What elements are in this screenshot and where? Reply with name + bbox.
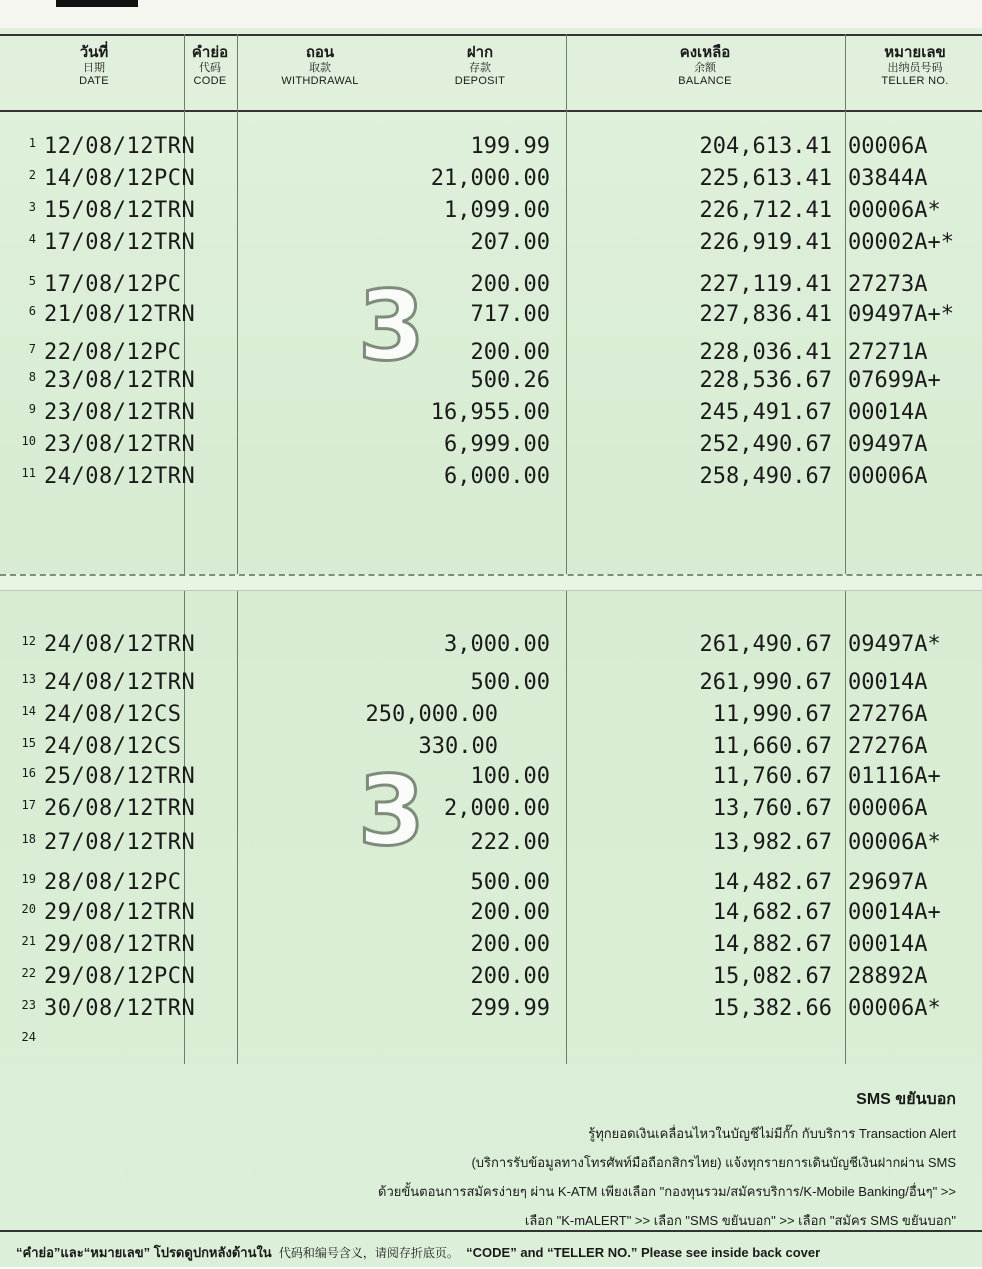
date-cell: 28/08/12 [44, 870, 154, 895]
transaction-row [0, 230, 982, 262]
code-cell: TRN [153, 796, 196, 821]
bottom-note-cn: 代码和编号含义，请阅存折底页。 [278, 1246, 459, 1260]
date-code-cell [44, 134, 195, 159]
date-code-cell [44, 702, 181, 727]
code-cell: PCN [153, 166, 196, 191]
date-cell: 29/08/12 [44, 900, 154, 925]
header-withdrawal-en: WITHDRAWAL [281, 75, 359, 88]
date-cell: 30/08/12 [44, 996, 154, 1021]
transaction-row [0, 734, 982, 766]
date-cell: 17/08/12 [44, 230, 154, 255]
date-code-cell [44, 734, 181, 759]
balance-cell: 258,490.67 [699, 464, 832, 489]
line-number: 9 [28, 402, 36, 416]
code-cell: PCN [153, 964, 196, 989]
code-cell: PC [153, 870, 182, 895]
deposit-cell: 500.00 [470, 670, 550, 695]
top-margin [0, 0, 982, 28]
sms-title: SMS ขยันบอก [856, 1091, 956, 1108]
deposit-cell: 6,999.00 [444, 432, 550, 457]
bottom-note-text [16, 1242, 820, 1263]
line-number: 10 [21, 434, 36, 448]
line-number: 6 [28, 304, 36, 318]
header-date [62, 44, 126, 88]
bottom-note-en: “CODE” and “TELLER NO.” Please see inside back cover [466, 1245, 821, 1260]
deposit-cell: 100.00 [470, 764, 550, 789]
bottom-note [0, 1230, 982, 1269]
date-code-cell [44, 932, 195, 957]
date-cell: 14/08/12 [44, 166, 154, 191]
header-deposit-th: ฝาก [466, 44, 494, 61]
line-number: 13 [21, 672, 36, 686]
transaction-row [0, 302, 982, 334]
date-code-cell [44, 166, 195, 191]
date-code-cell [44, 670, 195, 695]
date-cell: 23/08/12 [44, 432, 154, 457]
transaction-row [0, 764, 982, 796]
header-teller-en: TELLER NO. [881, 75, 949, 88]
code-cell: PC [153, 340, 182, 365]
deposit-cell: 500.26 [470, 368, 550, 393]
line-number: 12 [21, 634, 36, 648]
teller-cell: 00006A [848, 464, 928, 489]
balance-cell: 14,882.67 [712, 932, 832, 957]
code-cell: TRN [153, 432, 196, 457]
balance-cell: 261,490.67 [699, 632, 832, 657]
teller-cell: 00014A+ [848, 900, 941, 925]
balance-cell: 261,990.67 [699, 670, 832, 695]
deposit-cell: 200.00 [470, 964, 550, 989]
page-number-watermark: 3 [358, 270, 425, 382]
promo-line: เลือก "K-mALERT" >> เลือก "SMS ขยันบอก" >> เลือก "สมัคร SMS ขยันบอก" [524, 1213, 956, 1228]
deposit-cell: 200.00 [470, 932, 550, 957]
deposit-cell: 199.99 [470, 134, 550, 159]
date-cell: 15/08/12 [44, 198, 154, 223]
balance-cell: 15,382.66 [712, 996, 832, 1021]
code-cell: TRN [153, 230, 196, 255]
teller-cell: 00014A [848, 932, 928, 957]
code-cell: TRN [153, 900, 196, 925]
line-number: 23 [21, 998, 36, 1012]
balance-cell: 11,990.67 [712, 702, 832, 727]
line-number: 4 [28, 232, 36, 246]
transaction-row [0, 1028, 982, 1060]
date-cell: 21/08/12 [44, 302, 154, 327]
line-number: 20 [21, 902, 36, 916]
teller-cell: 00014A [848, 670, 928, 695]
column-header [0, 34, 982, 112]
line-number: 5 [28, 274, 36, 288]
date-cell: 24/08/12 [44, 702, 154, 727]
line-number: 21 [21, 934, 36, 948]
promo-line: ด้วยขั้นตอนการสมัครง่ายๆ ผ่าน K-ATM เพียงเลือก "กองทุนรวม/สมัครบริการ/K-Mobile Banking/อื่นๆ" >> [378, 1184, 956, 1199]
bottom-note-th: “คำย่อ”และ“หมายเลข” โปรดดูปกหลังด้านใน [16, 1245, 272, 1260]
balance-cell: 226,919.41 [699, 230, 832, 255]
header-balance-th: คงเหลือ [679, 44, 731, 61]
code-cell: TRN [153, 764, 196, 789]
line-number: 17 [21, 798, 36, 812]
balance-cell: 14,482.67 [712, 870, 832, 895]
date-code-cell [44, 340, 181, 365]
date-code-cell [44, 464, 195, 489]
line-number: 8 [28, 370, 36, 384]
transaction-row [0, 996, 982, 1028]
header-teller-cn: 出纳员号码 [887, 62, 943, 74]
withdrawal-cell: 250,000.00 [365, 702, 498, 727]
balance-cell: 228,536.67 [699, 368, 832, 393]
teller-cell: 01116A+ [848, 764, 941, 789]
date-code-cell [44, 964, 195, 989]
header-deposit [430, 44, 530, 88]
transaction-row [0, 964, 982, 996]
deposit-cell: 717.00 [470, 302, 550, 327]
header-deposit-en: DEPOSIT [454, 75, 506, 88]
header-teller [860, 44, 970, 88]
balance-cell: 204,613.41 [699, 134, 832, 159]
deposit-cell: 6,000.00 [444, 464, 550, 489]
date-cell: 24/08/12 [44, 734, 154, 759]
balance-cell: 252,490.67 [699, 432, 832, 457]
balance-cell: 15,082.67 [712, 964, 832, 989]
teller-cell: 09497A+* [848, 302, 954, 327]
header-balance-en: BALANCE [678, 75, 732, 88]
deposit-cell: 3,000.00 [444, 632, 550, 657]
deposit-cell: 2,000.00 [444, 796, 550, 821]
balance-cell: 14,682.67 [712, 900, 832, 925]
teller-cell: 00006A* [848, 198, 941, 223]
teller-cell: 27271A [848, 340, 928, 365]
line-number: 14 [21, 704, 36, 718]
deposit-cell: 200.00 [470, 900, 550, 925]
transaction-row [0, 166, 982, 198]
transaction-row [0, 796, 982, 828]
date-code-cell [44, 796, 195, 821]
balance-cell: 13,982.67 [712, 830, 832, 855]
balance-cell: 225,613.41 [699, 166, 832, 191]
line-number: 2 [28, 168, 36, 182]
transaction-row [0, 464, 982, 496]
teller-cell: 07699A+ [848, 368, 941, 393]
line-number: 3 [28, 200, 36, 214]
transaction-row [0, 134, 982, 166]
page-fold [0, 574, 982, 591]
balance-cell: 11,760.67 [712, 764, 832, 789]
teller-cell: 00006A* [848, 830, 941, 855]
header-date-th: วันที่ [79, 44, 109, 61]
teller-cell: 27273A [848, 272, 928, 297]
deposit-cell: 207.00 [470, 230, 550, 255]
code-cell: TRN [153, 632, 196, 657]
date-code-cell [44, 996, 195, 1021]
transaction-row [0, 900, 982, 932]
line-number: 7 [28, 342, 36, 356]
code-cell: TRN [153, 302, 196, 327]
transaction-row [0, 870, 982, 902]
transaction-row [0, 632, 982, 664]
header-withdrawal [270, 44, 370, 88]
date-cell: 22/08/12 [44, 340, 154, 365]
teller-cell: 00006A [848, 134, 928, 159]
date-cell: 24/08/12 [44, 464, 154, 489]
teller-cell: 00002A+* [848, 230, 954, 255]
header-teller-th: หมายเลข [884, 44, 946, 61]
header-code-cn: 代码 [199, 62, 221, 74]
teller-cell: 09497A* [848, 632, 941, 657]
deposit-cell: 16,955.00 [430, 400, 550, 425]
teller-cell: 03844A [848, 166, 928, 191]
code-cell: TRN [153, 830, 196, 855]
header-date-en: DATE [79, 75, 109, 88]
teller-cell: 00006A* [848, 996, 941, 1021]
code-cell: CS [153, 702, 182, 727]
transaction-row [0, 702, 982, 734]
date-cell: 29/08/12 [44, 932, 154, 957]
date-cell: 23/08/12 [44, 368, 154, 393]
date-code-cell [44, 632, 195, 657]
date-code-cell [44, 198, 195, 223]
date-code-cell [44, 400, 195, 425]
line-number: 1 [28, 136, 36, 150]
line-number: 11 [21, 466, 36, 480]
deposit-cell: 500.00 [470, 870, 550, 895]
withdrawal-cell: 330.00 [418, 734, 498, 759]
date-cell: 24/08/12 [44, 632, 154, 657]
date-code-cell [44, 272, 181, 297]
date-code-cell [44, 302, 195, 327]
header-code [180, 44, 240, 88]
date-code-cell [44, 230, 195, 255]
teller-cell: 00006A [848, 796, 928, 821]
transaction-row [0, 198, 982, 230]
transaction-row [0, 670, 982, 702]
teller-cell: 27276A [848, 702, 928, 727]
balance-cell: 228,036.41 [699, 340, 832, 365]
balance-cell: 227,836.41 [699, 302, 832, 327]
date-cell: 12/08/12 [44, 134, 154, 159]
balance-cell: 227,119.41 [699, 272, 832, 297]
date-code-cell [44, 432, 195, 457]
transaction-row [0, 830, 982, 862]
balance-cell: 226,712.41 [699, 198, 832, 223]
promo-line: (บริการรับข้อมูลทางโทรศัพท์มือถือกสิกรไทย) แจ้งทุกรายการเดินบัญชีเงินฝากผ่าน SMS [471, 1155, 956, 1170]
promo-line: รู้ทุกยอดเงินเคลื่อนไหวในบัญชีไม่มีกั๊ก กับบริการ Transaction Alert [588, 1126, 956, 1141]
teller-cell: 28892A [848, 964, 928, 989]
code-cell: TRN [153, 996, 196, 1021]
date-cell: 29/08/12 [44, 964, 154, 989]
line-number: 16 [21, 766, 36, 780]
teller-cell: 27276A [848, 734, 928, 759]
transaction-row [0, 932, 982, 964]
header-date-cn: 日期 [83, 62, 105, 74]
teller-cell: 29697A [848, 870, 928, 895]
code-cell: TRN [153, 932, 196, 957]
line-number: 19 [21, 872, 36, 886]
date-cell: 23/08/12 [44, 400, 154, 425]
date-cell: 24/08/12 [44, 670, 154, 695]
date-code-cell [44, 870, 181, 895]
code-cell: TRN [153, 198, 196, 223]
date-code-cell [44, 764, 195, 789]
code-cell: PC [153, 272, 182, 297]
header-balance [650, 44, 760, 88]
balance-cell: 13,760.67 [712, 796, 832, 821]
date-code-cell [44, 900, 195, 925]
deposit-cell: 1,099.00 [444, 198, 550, 223]
teller-cell: 09497A [848, 432, 928, 457]
header-code-en: CODE [193, 75, 227, 88]
deposit-cell: 299.99 [470, 996, 550, 1021]
date-cell: 17/08/12 [44, 272, 154, 297]
date-cell: 25/08/12 [44, 764, 154, 789]
code-cell: TRN [153, 368, 196, 393]
date-cell: 27/08/12 [44, 830, 154, 855]
header-withdrawal-cn: 取款 [309, 62, 331, 74]
line-number: 22 [21, 966, 36, 980]
code-cell: TRN [153, 670, 196, 695]
teller-cell: 00014A [848, 400, 928, 425]
transaction-row [0, 368, 982, 400]
code-cell: TRN [153, 400, 196, 425]
line-number: 18 [21, 832, 36, 846]
transaction-row [0, 272, 982, 304]
header-deposit-cn: 存款 [469, 62, 491, 74]
code-cell: TRN [153, 134, 196, 159]
balance-cell: 11,660.67 [712, 734, 832, 759]
deposit-cell: 200.00 [470, 340, 550, 365]
deposit-cell: 222.00 [470, 830, 550, 855]
deposit-cell: 200.00 [470, 272, 550, 297]
line-number: 24 [21, 1030, 36, 1044]
header-withdrawal-th: ถอน [305, 44, 335, 61]
transaction-row [0, 432, 982, 464]
date-code-cell [44, 830, 195, 855]
code-cell: TRN [153, 464, 196, 489]
top-black-mark [56, 0, 138, 7]
header-code-th: คำย่อ [191, 44, 229, 61]
date-code-cell [44, 368, 195, 393]
balance-cell: 245,491.67 [699, 400, 832, 425]
deposit-cell: 21,000.00 [430, 166, 550, 191]
page-number-watermark: 3 [358, 755, 425, 867]
header-balance-cn: 余额 [694, 62, 716, 74]
line-number: 15 [21, 736, 36, 750]
transaction-row [0, 400, 982, 432]
code-cell: CS [153, 734, 182, 759]
date-cell: 26/08/12 [44, 796, 154, 821]
